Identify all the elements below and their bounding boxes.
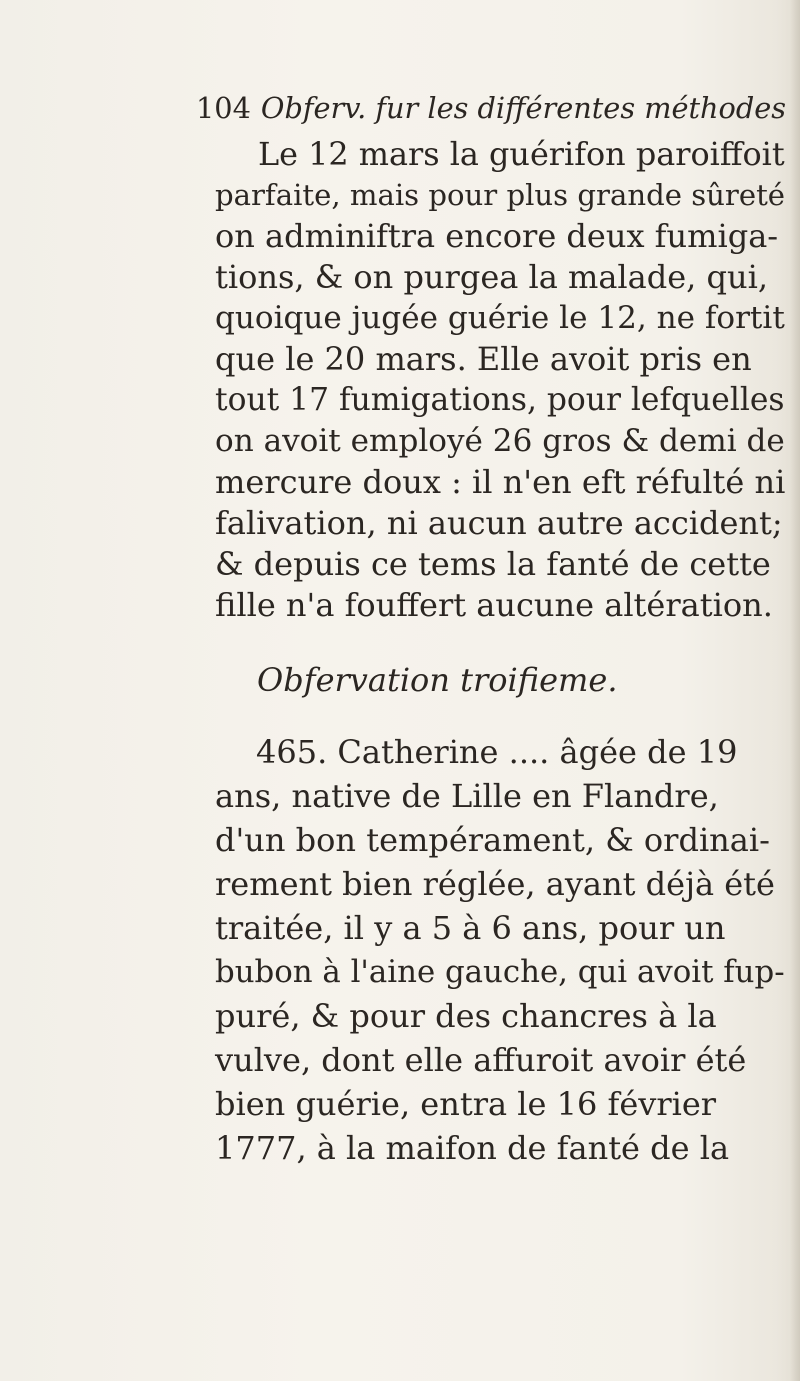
text-line: & depuis ce tems la fanté de cette (215, 545, 771, 583)
text-line: mercure doux : il n'en eft réfulté ni (215, 463, 786, 501)
text-line: on adminiftra encore deux fumiga- (215, 217, 779, 255)
text-line: ans, native de Lille en Flandre, (215, 777, 719, 815)
text-line: Le 12 mars la guérifon paroiffoit (258, 135, 785, 173)
running-title: Obferv. fur les différentes méthodes (260, 91, 787, 125)
text-line: quoique jugée guérie le 12, ne fortit (215, 300, 785, 336)
page-edge-shadow (790, 0, 800, 1381)
text-line: falivation, ni aucun autre accident; (215, 504, 783, 542)
page-number: 104 (196, 91, 251, 125)
text-line: puré, & pour des chancres à la (215, 997, 717, 1035)
text-line: parfaite, mais pour plus grande sûreté (215, 178, 786, 212)
text-line: tout 17 fumigations, pour lefquelles (215, 382, 785, 418)
text-line: rement bien réglée, ayant déjà été (215, 865, 775, 903)
text-line: bien guérie, entra le 16 février (215, 1085, 717, 1123)
text-line: 465. Catherine .... âgée de 19 (256, 733, 738, 771)
text-line: fille n'a fouffert aucune altération. (215, 586, 773, 624)
text-line: tions, & on purgea la malade, qui, (215, 258, 768, 296)
text-line: que le 20 mars. Elle avoit pris en (215, 340, 752, 378)
text-line: 1777, à la maifon de fanté de la (215, 1129, 730, 1167)
section-heading: Obfervation troifieme. (257, 661, 618, 699)
text-line: bubon à l'aine gauche, qui avoit fup- (215, 954, 785, 990)
running-head (196, 86, 787, 130)
text-line: vulve, dont elle affuroit avoir été (215, 1041, 747, 1079)
text-line: d'un bon tempérament, & ordinai- (215, 821, 770, 859)
text-line: traitée, il y a 5 à 6 ans, pour un (215, 909, 726, 947)
text-line: on avoit employé 26 gros & demi de (215, 423, 785, 459)
